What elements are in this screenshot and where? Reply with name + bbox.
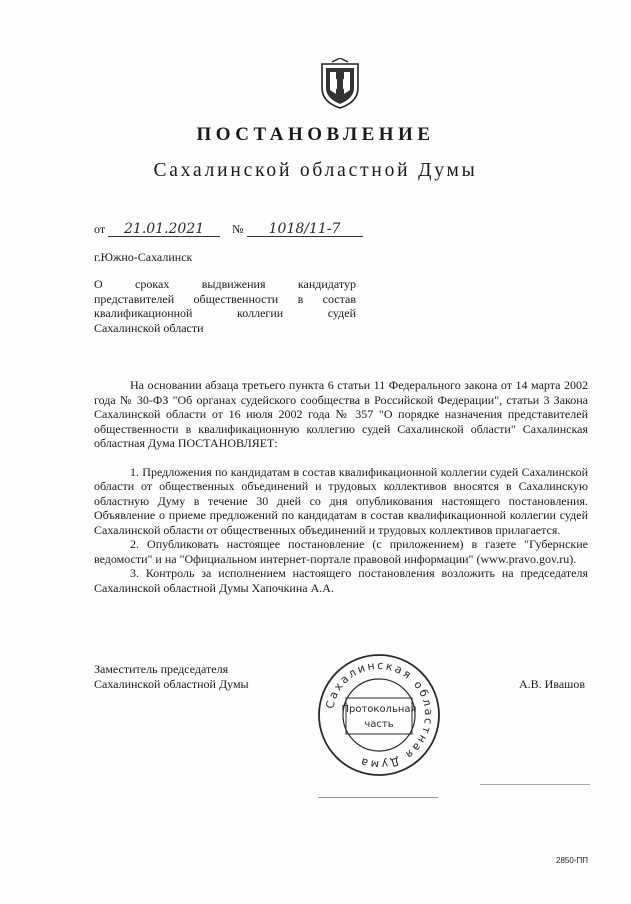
number-prefix: № — [232, 222, 244, 236]
document-subtitle: Сахалинской областной Думы — [153, 160, 478, 181]
svg-text:Сахалинская областная Дума — [323, 659, 435, 771]
number-value: 1018/11-7 — [247, 222, 363, 237]
scan-mark-line — [318, 797, 438, 798]
coat-of-arms-emblem — [318, 58, 362, 110]
city-name: г.Южно-Сахалинск — [94, 250, 193, 264]
preamble-paragraph: На основании абзаца третьего пункта 6 статьи 11 Федерального закона от 14 марта 2002 года № 30-ФЗ "Об органах судейского сообщества в Российской Федерации", статьи 3 Закона Сахалинской области от 16 июля 2002 года № 357 "О порядке назначения представителей общественности в квалификационную коллегию судей Сахалинской области" Сахалинская областная Дума ПОСТАНОВЛЯЕТ: — [94, 378, 588, 450]
item-paragraph-2: 2. Опубликовать настоящее постановление (с приложением) в газете "Губернские ведомости" и на "Официальном интернет-портале правовой информации" (www.pravo.gov.ru). — [94, 537, 588, 566]
subject-line: квалификационной коллегии судей — [94, 306, 356, 320]
date-value: 21.01.2021 — [108, 222, 220, 237]
subject-line: О сроках выдвижения кандидатур — [94, 277, 356, 291]
document-title: ПОСТАНОВЛЕНИЕ — [196, 124, 435, 145]
subject-line: Сахалинской области — [94, 320, 204, 335]
document-body — [94, 378, 588, 595]
subject-line: представителей общественности в состав — [94, 291, 356, 306]
document-code: 2850-ПП — [556, 856, 588, 865]
signatory-position — [94, 662, 249, 692]
position-line: Сахалинской областной Думы — [94, 677, 249, 691]
date-number-line — [94, 222, 363, 237]
item-paragraph-3: 3. Контроль за исполнением настоящего постановления возложить на председателя Сахалинской областной Думы Хапочкина А.А. — [94, 566, 588, 595]
stamp-ring-text: Сахалинская областная Дума — [323, 658, 436, 772]
item-paragraph-1: 1. Предложения по кандидатам в состав квалификационной коллегии судей Сахалинской области от общественных объединений и трудовых коллективов вносятся в Сахалинскую областную Думу в течение 30 дней со дня опубликования настоящего постановления. Объявление о приеме предложений по кандидатам в состав квалификационной коллегии судей Сахалинской области от общественных объединений и трудовых коллективов прилагается. — [94, 464, 588, 537]
date-prefix: от — [94, 222, 106, 236]
stamp-center-line: Протокольная — [341, 704, 417, 715]
round-stamp — [316, 652, 442, 778]
document-subject — [94, 277, 356, 335]
position-line: Заместитель председателя — [94, 662, 229, 676]
scan-mark-line — [480, 784, 590, 785]
signatory-name: А.В. Ивашов — [519, 677, 586, 691]
stamp-center-line: часть — [364, 719, 394, 730]
